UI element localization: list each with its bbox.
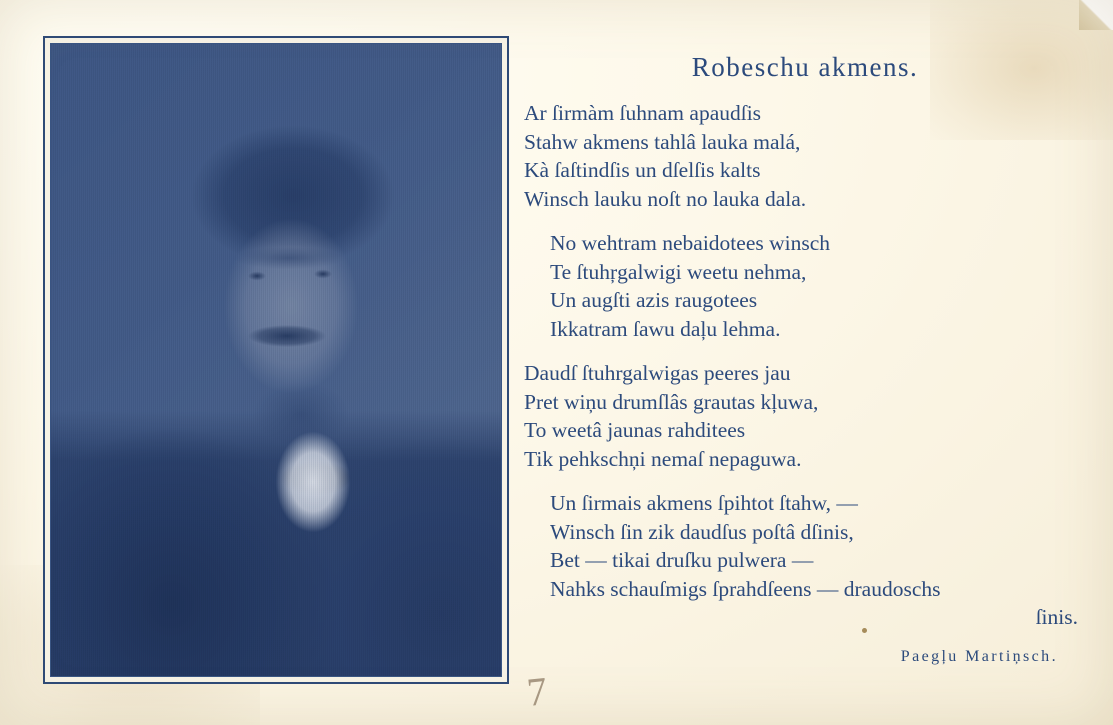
portrait-frame <box>43 36 509 684</box>
poem-line: To weetâ jaunas rahditees <box>524 418 746 442</box>
poem-line-tail: ſinis. <box>1035 605 1078 629</box>
poem-line: Un augſti azis raugotees <box>550 288 758 312</box>
poem-line: Stahw akmens tahlâ lauka malá, <box>524 129 801 154</box>
poem-column <box>524 40 1086 666</box>
portrait-image <box>50 43 502 677</box>
poem-line: Un ſirmais akmens ſpihtot ſtahw, — <box>550 491 858 515</box>
portrait-photo <box>51 44 501 676</box>
poem-stanza-3 <box>524 359 1086 473</box>
poem-line: Te ſtuhŗgalwigi weetu nehma, <box>550 259 807 284</box>
poem-line: Daudſ ſtuhrgalwigas peeres jau <box>524 361 791 385</box>
poem-title: Robeschu akmens. <box>691 52 919 82</box>
poem-line: Winsch ſin zik daudſus poſtâ dſinis, <box>550 519 854 544</box>
poem-line: Nahks schauſmigs ſprahdſeens — draudoschs <box>550 576 941 601</box>
poem-stanza-4 <box>524 489 1086 632</box>
poem-line: Kà ſaſtindſis un dſelſis kalts <box>524 158 761 182</box>
poem-stanza-1 <box>524 99 1086 213</box>
poem-line: Ar ſirmàm ſuhnam apaudſis <box>524 101 762 125</box>
corner-fold <box>1079 0 1113 30</box>
author-signature: Paegļu Martiņsch. <box>900 647 1058 665</box>
ink-spot <box>862 628 867 633</box>
poem-line: Bet — tikai druſku pulwera — <box>550 548 814 572</box>
poem-line: Winsch lauku noſt no lauka dala. <box>524 186 807 211</box>
poem-stanza-2 <box>524 229 1086 343</box>
pencil-annotation: 7 <box>524 668 550 715</box>
poem-line: Pret wiņu drumſlâs grautas kļuwa, <box>524 389 819 414</box>
poem-line: No wehtram nebaidotees winsch <box>550 231 831 255</box>
poem-line: Tik pehkschņi nemaſ nepaguwa. <box>524 446 802 471</box>
poem-line: Ikkatram ſawu daļu lehma. <box>550 316 781 341</box>
